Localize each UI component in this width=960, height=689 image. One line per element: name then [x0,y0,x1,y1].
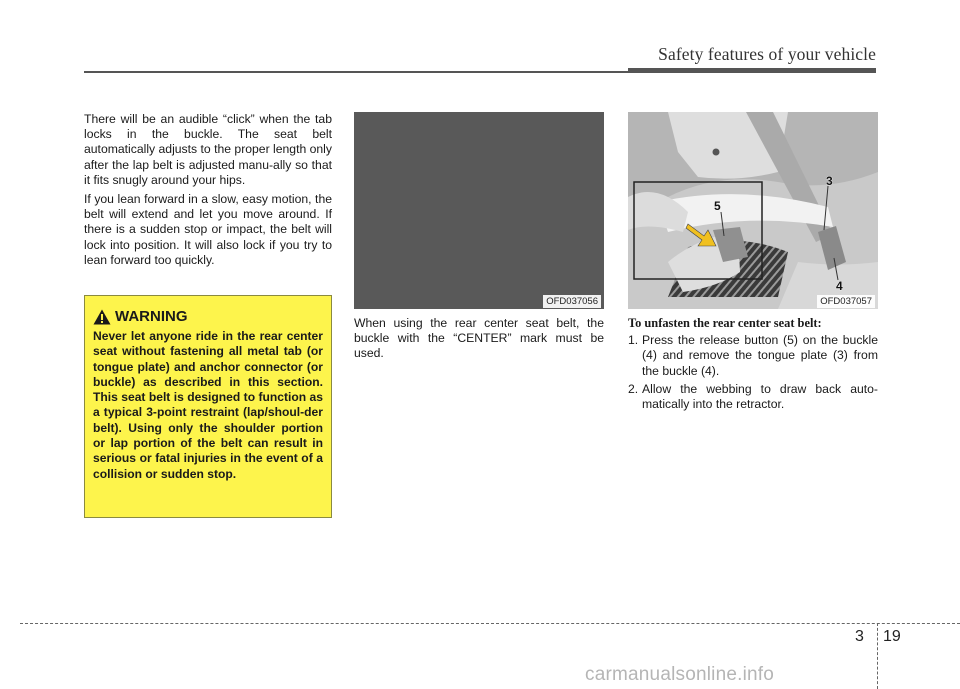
warning-heading [93,308,323,325]
step-text: Allow the webbing to draw back auto-matically into the retractor. [642,381,878,412]
warning-box [84,295,332,518]
instruction-step [628,382,878,412]
instruction-step [628,333,878,379]
warning-body: Never let anyone ride in the rear center seat without fastening all metal tab (or tongue plate) and anchor connector (or buckle) as described in this section. This seat belt is designed to function as a typical 3-point restraint (lap/shoul-der belt). Using only the shoulder portion or lap portion of the belt can result in serious or fatal injuries in the event of a collision or sudden stop. [93,329,323,481]
figure-center-belt-image [354,112,604,309]
column-2-text [354,316,604,362]
step-number: 2. [628,381,639,396]
paragraph: When using the rear center seat belt, the buckle with the “CENTER” mark must be used. [354,316,604,361]
paragraph: If you lean forward in a slow, easy motion, the belt will extend and let you move around. If there is a sudden stop or impact, the belt will lock into position. It will also lock if you try to lean forward too quickly. [84,192,332,267]
paragraph: There will be an audible “click” when the tab locks in the buckle. The seat belt automatically adjusts to the proper length only after the lap belt is adjusted manu-ally so that it fits snugly around your hips. [84,112,332,187]
callout-label-4: 4 [836,279,843,293]
step-number: 1. [628,333,639,348]
callout-label-5: 5 [714,199,721,213]
warning-title: WARNING [115,308,188,325]
warning-triangle-icon [93,309,111,325]
step-text: Press the release button (5) on the buckle (4) and remove the tongue plate (3) from the buckle (4). [642,333,878,378]
watermark: carmanualsonline.info [585,664,775,685]
callout-label-3: 3 [826,174,833,188]
figure-caption: OFD037057 [817,295,875,308]
page-header-title: Safety features of your vehicle [658,44,876,64]
header-rule-accent [628,68,876,73]
figure-unfasten-illustration [628,112,878,309]
instructions-heading: To unfasten the rear center seat belt: [628,316,822,330]
belt-buckle-illustration [628,112,878,309]
column-3-text [628,316,878,415]
figure-caption: OFD037056 [543,295,601,308]
column-1-text [84,112,332,272]
footer-rule [20,623,960,624]
page-number: 19 [883,628,901,645]
section-number: 3 [855,628,864,645]
footer-divider [877,623,878,689]
